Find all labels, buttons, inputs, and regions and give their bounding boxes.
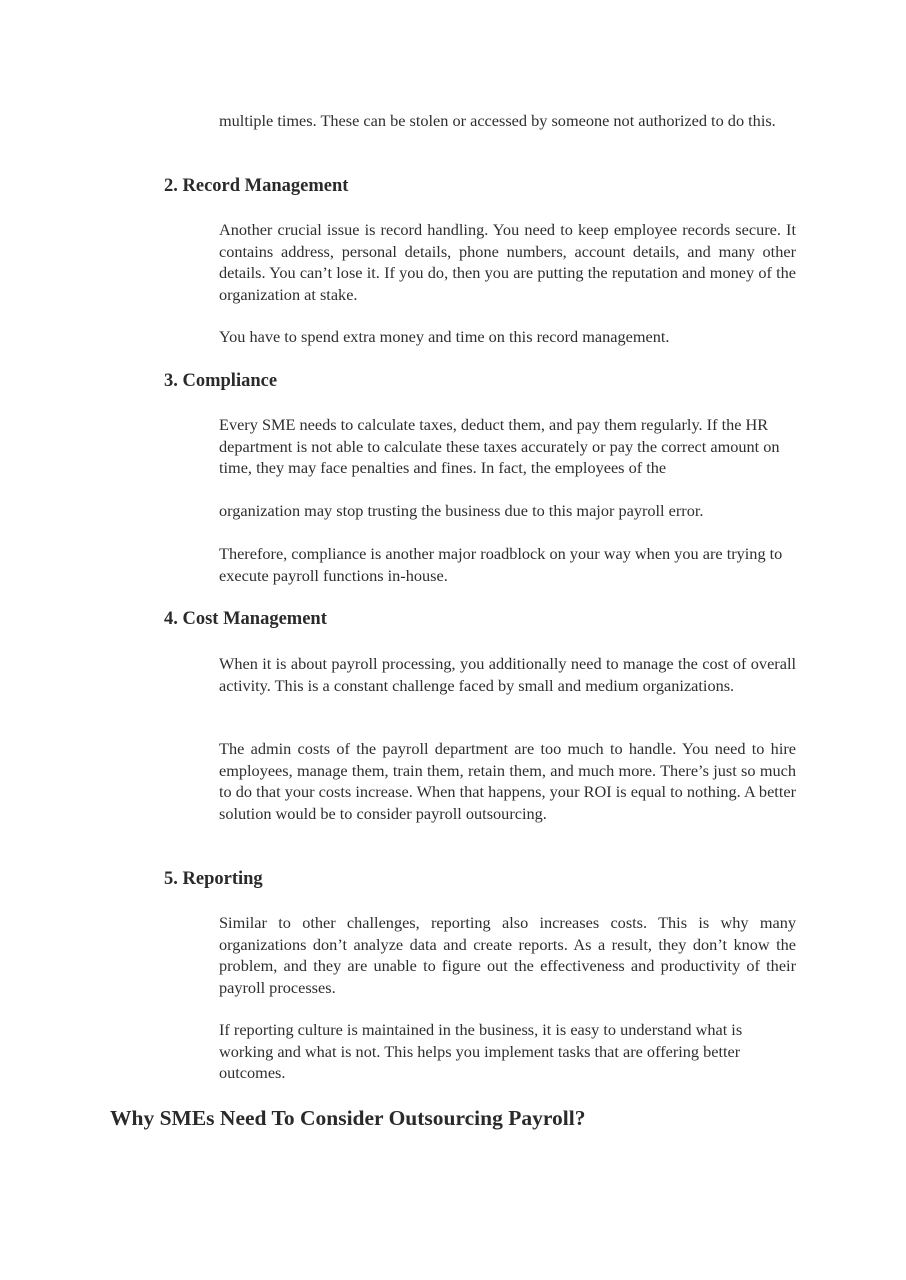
section-heading-reporting: 5. Reporting [164, 869, 263, 889]
section-heading-compliance: 3. Compliance [164, 371, 278, 391]
cost-management-paragraph-2: The admin costs of the payroll department are too much to handle. You need to hire employees, manage them, train them, retain them, and much more. There’s just so much to do that your costs increase. When that happens, your ROI is equal to nothing. A better solution would be to consider payroll outsourcing. [219, 739, 796, 823]
next-section-heading: Why SMEs Need To Consider Outsourcing Payroll? [110, 1106, 586, 1130]
compliance-paragraph-1-continued: organization may stop trusting the business due to this major payroll error. [219, 501, 704, 520]
section-heading-cost-management: 4. Cost Management [164, 609, 327, 629]
compliance-paragraph-2: Therefore, compliance is another major roadblock on your way when you are trying to execute payroll functions in-house. [219, 544, 783, 585]
intro-continuation-paragraph: multiple times. These can be stolen or accessed by someone not authorized to do this. [219, 111, 776, 130]
cost-management-paragraph-1: When it is about payroll processing, you additionally need to manage the cost of overall activity. This is a constant challenge faced by small and medium organizations. [219, 654, 796, 695]
reporting-paragraph-1: Similar to other challenges, reporting also increases costs. This is why many organizations don’t analyze data and create reports. As a result, they don’t know the problem, and they are unable to figure out the effectiveness and productivity of their payroll processes. [219, 913, 796, 997]
section-heading-record-management: 2. Record Management [164, 176, 349, 196]
compliance-paragraph-1: Every SME needs to calculate taxes, deduct them, and pay them regularly. If the HR department is not able to calculate these taxes accurately or pay the correct amount on time, they may face penalties and fines. In fact, the employees of the [219, 415, 780, 477]
record-management-paragraph-2: You have to spend extra money and time on this record management. [219, 327, 670, 346]
reporting-paragraph-2: If reporting culture is maintained in the business, it is easy to understand what is working and what is not. This helps you implement tasks that are offering better outcomes. [219, 1020, 743, 1082]
record-management-paragraph-1: Another crucial issue is record handling. You need to keep employee records secure. It contains address, personal details, phone numbers, account details, and many other details. You can’t lose it. If you do, then you are putting the reputation and money of the organization at stake. [219, 220, 796, 304]
